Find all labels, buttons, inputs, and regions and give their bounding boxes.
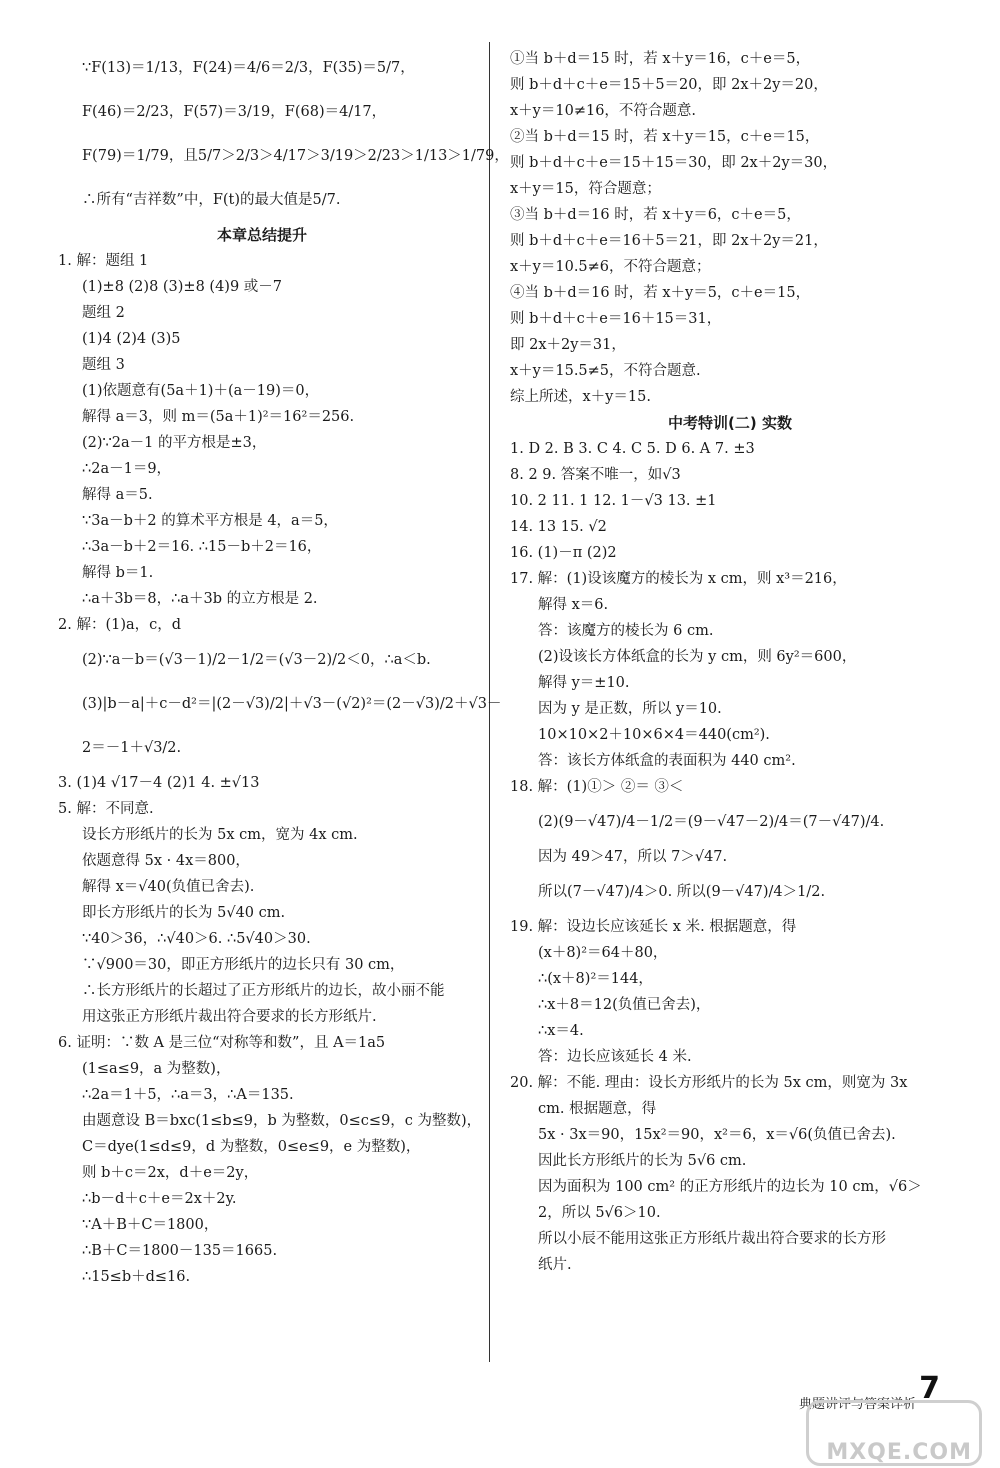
text-line: 答：边长应该延长 4 米. [538,1049,692,1065]
text-line: 5x · 3x＝90，15x²＝90，x²＝6，x＝√6(负值已舍去). [538,1127,896,1143]
text-line: 5. 解：不同意. [58,801,154,817]
text-line: ②当 b＋d＝15 时，若 x＋y＝15，c＋e＝15， [510,129,820,145]
text-line: 10×10×2＋10×6×4＝440(cm²). [538,727,770,743]
text-line: ④当 b＋d＝16 时，若 x＋y＝5，c＋e＝15， [510,285,811,301]
text-line: (2)设该长方体纸盒的长为 y cm，则 6y²＝600， [538,649,857,665]
text-line: 答：该长方体纸盒的表面积为 440 cm². [538,753,796,769]
text-line: ①当 b＋d＝15 时，若 x＋y＝16，c＋e＝5， [510,51,811,67]
page-number: 7 [919,1371,940,1406]
text-line: ∴B＋C＝1800－135＝1665. [82,1243,278,1259]
text-line: 18. 解：(1)①＞ ②＝ ③＜ [510,779,684,795]
text-line: cm. 根据题意，得 [538,1101,657,1117]
right-column [510,46,950,1278]
text-line: x＋y＝15，符合题意； [510,181,661,197]
text-line: C＝dye(1≤d≤9，d 为整数，0≤e≤9，e 为整数)， [82,1139,421,1155]
text-line: 则 b＋d＋c＋e＝16＋5＝21，即 2x＋2y＝21， [510,233,828,249]
text-line: 20. 解：不能. 理由：设长方形纸片的长为 5x cm，则宽为 3x [510,1075,908,1091]
text-line: 2. 解：(1)a，c，d [58,617,182,633]
text-line: (1)依题意有(5a＋1)＋(a－19)＝0， [82,383,320,399]
text-line: (x＋8)²＝64＋80， [538,945,668,961]
text-line: 解得 x＝√40(负值已舍去). [82,879,255,895]
text-line: (2)(9－√47)/4－1/2＝(9－√47－2)/4＝(7－√47)/4. [538,814,885,830]
text-line: ∴2a－1＝9， [82,461,172,477]
text-line: 10. 2 11. 1 12. 1－√3 13. ±1 [510,493,717,509]
text-line: 8. 2 9. 答案不唯一，如√3 [510,467,681,483]
text-line: x＋y＝10.5≠6，不符合题意； [510,259,711,275]
text-line: 纸片. [538,1257,572,1273]
text-line: ∵40＞36，∴√40＞6. ∴5√40＞30. [82,931,311,947]
text-line: 因为 49＞47，所以 7＞√47. [538,849,728,865]
text-line: 解得 y＝±10. [538,675,630,691]
text-line: (1)±8 (2)8 (3)±8 (4)9 或－7 [82,279,283,295]
text-line: 因为面积为 100 cm² 的正方形纸片的边长为 10 cm，√6＞ [538,1179,922,1195]
text-line: ∴b－d＋c＋e＝2x＋2y. [82,1191,237,1207]
text-line: 所以(7－√47)/4＞0. 所以(9－√47)/4＞1/2. [538,884,826,900]
text-line: 1. D 2. B 3. C 4. C 5. D 6. A 7. ±3 [510,441,755,457]
text-line: 1. 解：题组 1 [58,253,149,269]
text-line: 解得 b＝1. [82,565,154,581]
text-line: 17. 解：(1)设该魔方的棱长为 x cm，则 x³＝216， [510,571,847,587]
text-line: ∴(x＋8)²＝144， [538,971,653,987]
text-line: ∴x＝4. [538,1023,584,1039]
text-line: 16. (1)－π (2)2 [510,545,617,561]
text-line: 综上所述，x＋y＝15. [510,389,651,405]
text-line: 19. 解：设边长应该延长 x 米. 根据题意，得 [510,919,797,935]
text-line: 解得 a＝5. [82,487,153,503]
text-line: 依题意得 5x · 4x＝800， [82,853,250,869]
text-line: (2)∵2a－1 的平方根是±3， [82,435,267,451]
text-line: ∴2a＝1＋5，∴a＝3，∴A＝135. [82,1087,294,1103]
text-line: (1)4 (2)4 (3)5 [82,331,181,347]
text-line: 题组 2 [82,305,125,321]
text-line: ∴x＋8＝12(负值已舍去)， [538,997,711,1013]
left-column [58,46,509,1290]
text-line: 答：该魔方的棱长为 6 cm. [538,623,714,639]
text-line: (3)|b－a|＋c－d²＝|(2－√3)/2|＋√3－(√2)²＝(2－√3)/2＋√3－ [82,696,502,712]
text-line: 6. 证明：∵数 A 是三位“对称等和数”，且 A＝1a5 [58,1035,386,1051]
text-line: ∴15≤b＋d≤16. [82,1269,191,1285]
watermark-url: MXQE.COM [826,1440,972,1465]
text-line: 即长方形纸片的长为 5√40 cm. [82,905,286,921]
text-line: 因为 y 是正数，所以 y＝10. [538,701,722,717]
text-line: x＋y＝15.5≠5，不符合题意. [510,363,701,379]
text-line: 3. (1)4 √17－4 (2)1 4. ±√13 [58,775,260,791]
text-line: 用这张正方形纸片裁出符合要求的长方形纸片. [82,1009,377,1025]
text-line: ∵F(13)＝1/13，F(24)＝4/6＝2/3，F(35)＝5/7， [82,60,415,76]
text-line: ∴所有“吉祥数”中，F(t)的最大值是5/7. [82,192,341,208]
text-line: ∵3a－b＋2 的算术平方根是 4，a＝5， [82,513,338,529]
text-line: 设长方形纸片的长为 5x cm，宽为 4x cm. [82,827,358,843]
text-line: ∴3a－b＋2＝16. ∴15－b＋2＝16， [82,539,322,555]
section-heading: 本章总结提升 [216,226,307,244]
text-line: ∵A＋B＋C＝1800， [82,1217,219,1233]
text-line: ∴长方形纸片的长超过了正方形纸片的边长，故小丽不能 [82,983,445,999]
text-line: 解得 x＝6. [538,597,609,613]
text-line: 则 b＋c＝2x，d＋e＝2y， [82,1165,259,1181]
text-line: 2，所以 5√6＞10. [538,1205,661,1221]
footer-label: 典题讲评与答案详析 [798,1397,916,1412]
text-line: F(79)＝1/79，且5/7＞2/3＞4/17＞3/19＞2/23＞1/13＞1/79， [82,148,509,164]
text-line: ∴a＋3b＝8，∴a＋3b 的立方根是 2. [82,591,318,607]
text-line: 所以小辰不能用这张正方形纸片裁出符合要求的长方形 [538,1231,886,1247]
text-line: 由题意设 B＝bxc(1≤b≤9，b 为整数，0≤c≤9，c 为整数)， [82,1113,482,1129]
text-line: 14. 13 15. √2 [510,519,607,535]
text-line: 则 b＋d＋c＋e＝15＋5＝20，即 2x＋2y＝20， [510,77,828,93]
text-line: 则 b＋d＋c＋e＝15＋15＝30，即 2x＋2y＝30， [510,155,838,171]
text-line: 因此长方形纸片的长为 5√6 cm. [538,1153,747,1169]
text-line: (2)∵a－b＝(√3－1)/2－1/2＝(√3－2)/2＜0，∴a＜b. [82,652,431,668]
text-line: 即 2x＋2y＝31， [510,337,626,353]
text-line: x＋y＝10≠16，不符合题意. [510,103,697,119]
text-line: 解得 a＝3，则 m＝(5a＋1)²＝16²＝256. [82,409,355,425]
text-line: 则 b＋d＋c＋e＝16＋15＝31， [510,311,722,327]
text-line: 题组 3 [82,357,125,373]
text-line: ③当 b＋d＝16 时，若 x＋y＝6，c＋e＝5， [510,207,801,223]
text-line: ∵√900＝30，即正方形纸片的边长只有 30 cm， [82,957,405,973]
section-heading: 中考特训(二) 实数 [668,414,792,432]
text-line: 2＝－1＋√3/2. [82,740,182,756]
text-line: (1≤a≤9，a 为整数)， [82,1061,231,1077]
text-line: F(46)＝2/23，F(57)＝3/19，F(68)＝4/17， [82,104,387,120]
